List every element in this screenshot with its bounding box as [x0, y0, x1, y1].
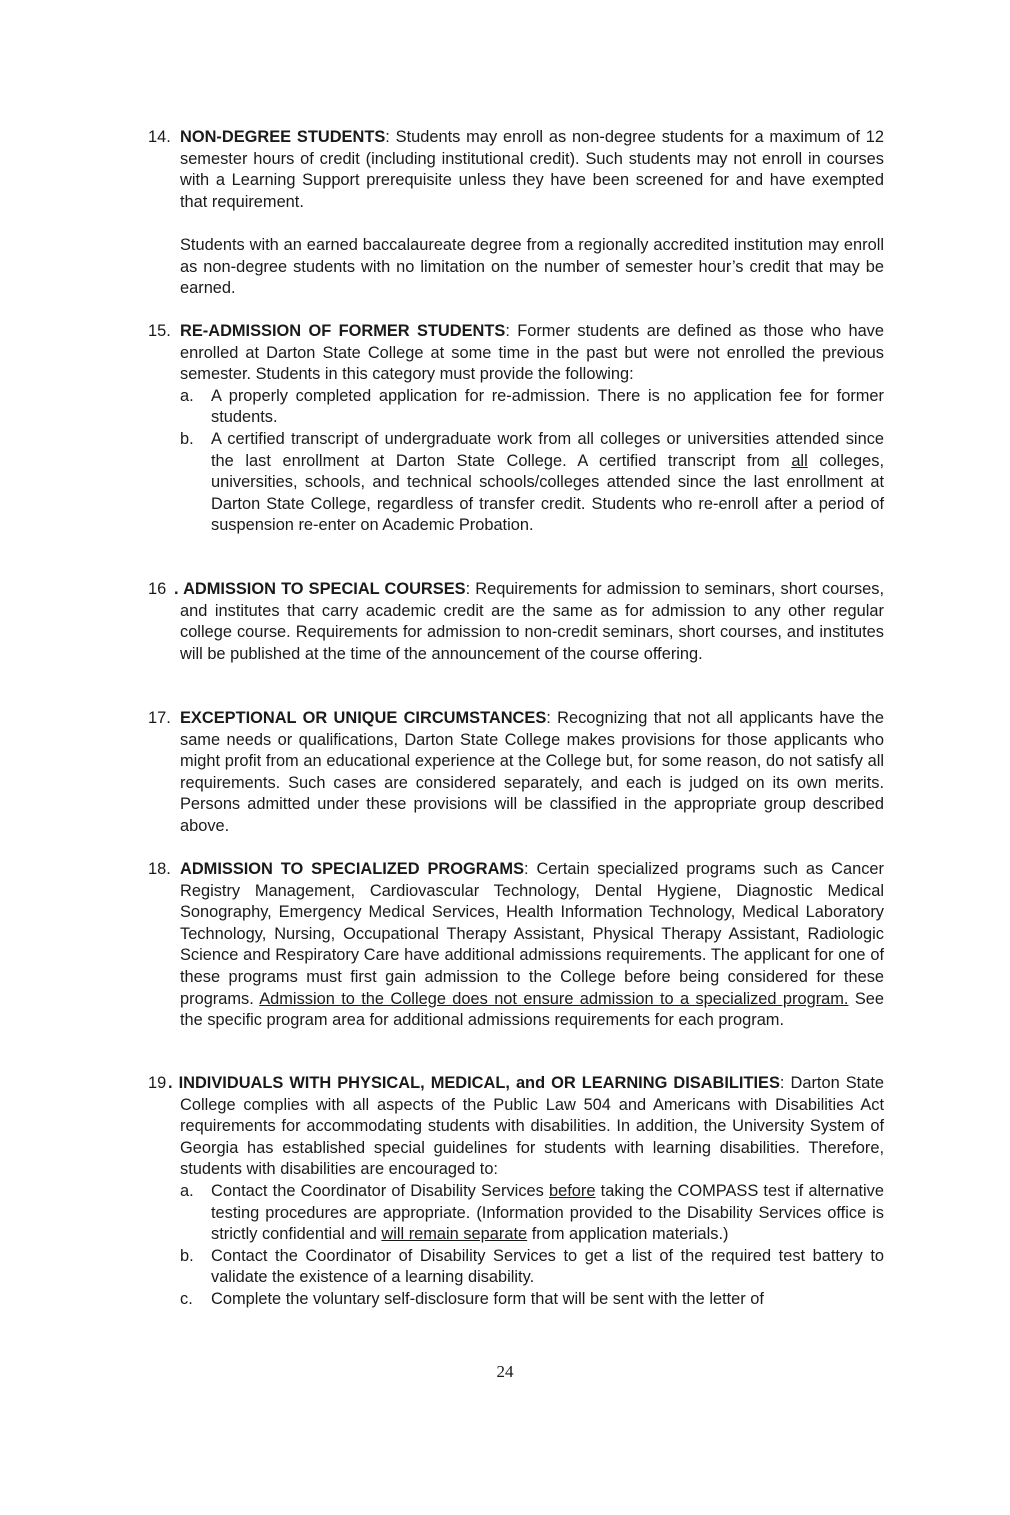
- section-number: 14.: [148, 128, 171, 146]
- section-number: 18.: [148, 860, 171, 878]
- section-body: [168, 1073, 884, 1311]
- section-number: 19: [148, 1074, 167, 1092]
- section-14: [148, 127, 884, 300]
- page-number: 24: [496, 1362, 514, 1381]
- section-title: ADMISSION TO SPECIALIZED PROGRAMS: [180, 860, 524, 878]
- section-number: 15.: [148, 322, 171, 340]
- list-item: a. A properly completed application for re-admission. There is no application fee for former students.: [180, 386, 884, 427]
- section-19: [148, 1073, 884, 1311]
- section-17: [148, 708, 884, 838]
- paragraph: RE-ADMISSION OF FORMER STUDENTS: Former students are defined as those who have enrolled at Darton State College at some time in the past but were not enrolled the previous semester. Students in this category must provide the following:: [180, 322, 884, 384]
- section-body: [180, 859, 884, 1032]
- section-title: EXCEPTIONAL OR UNIQUE CIRCUMSTANCES: [180, 709, 547, 727]
- section-body: [180, 127, 884, 300]
- section-body: [174, 579, 885, 665]
- list-item: a. Contact the Coordinator of Disability Services before taking the COMPASS test if alternative testing procedures are appropriate. (Information provided to the Disability Services office is strictly confidential and will remain separate from application materials.): [180, 1181, 884, 1244]
- list-item: c. Complete the voluntary self-disclosure form that will be sent with the letter of: [180, 1289, 764, 1308]
- paragraph: ADMISSION TO SPECIALIZED PROGRAMS: Certain specialized programs such as Cancer Registry Management, Cardiovascular Technology, Dental Hygiene, Diagnostic Medical Sonography, Emergency Medical Services, Health Information Technology, Medical Laboratory Technology, Nursing, Occupational Therapy Assistant, Physical Therapy Assistant, Radiologic Science and Respiratory Care have additional admissions requirements. The applicant for one of these programs must first gain admission to the College before being considered for these programs. Admission to the College does not ensure admission to a specialized program. See the specific program area for additional admissions requirements for each program.: [180, 860, 885, 1030]
- section-body: [180, 708, 884, 838]
- section-title: NON-DEGREE STUDENTS: [180, 128, 386, 146]
- paragraph: . ADMISSION TO SPECIAL COURSES: Requirements for admission to seminars, short courses, and institutes that carry academic credit are the same as for admission to any other regular college course. Requirements for admission to non-credit seminars, short courses, and institutes will be published at the time of the announcement of the course offering.: [174, 580, 885, 663]
- paragraph: Students with an earned baccalaureate degree from a regionally accredited institution may enroll as non-degree students with no limitation on the number of semester hour’s credit that may be earned.: [180, 235, 884, 298]
- section-body: [180, 321, 884, 537]
- list-item: b. Contact the Coordinator of Disability Services to get a list of the required test battery to validate the existence of a learning disability.: [180, 1246, 884, 1287]
- section-18: [148, 859, 884, 1032]
- section-number: 16: [148, 580, 167, 598]
- section-15: [148, 321, 884, 537]
- list-item: b. A certified transcript of undergraduate work from all colleges or universities attended since the last enrollment at Darton State College. A certified transcript from all colleges, universities, schools, and technical schools/colleges attended since the last enrollment at Darton State College, regardless of transfer credit. Students who re-enroll after a period of suspension re-enter on Academic Probation.: [180, 429, 885, 535]
- paragraph: NON-DEGREE STUDENTS: Students may enroll as non-degree students for a maximum of 12 semester hours of credit (including institutional credit). Such students may not enroll in courses with a Learning Support prerequisite unless they have been screened for and have exempted that requirement.: [180, 128, 884, 211]
- paragraph: EXCEPTIONAL OR UNIQUE CIRCUMSTANCES: Recognizing that not all applicants have the same needs or qualifications, Darton State College makes provisions for those applicants who might profit from an educational experience at the College but, for some reason, do not satisfy all requirements. Such cases are considered separately, and each is judged on its own merits. Persons admitted under these provisions will be classified in the appropriate group described above.: [180, 709, 885, 835]
- section-title: RE-ADMISSION OF FORMER STUDENTS: [180, 322, 506, 340]
- section-number: 17.: [148, 709, 171, 727]
- section-title: . INDIVIDUALS WITH PHYSICAL, MEDICAL, and OR LEARNING DISABILITIES: [168, 1074, 780, 1092]
- section-title: . ADMISSION TO SPECIAL COURSES: [174, 580, 466, 598]
- section-16: [148, 579, 884, 665]
- paragraph: . INDIVIDUALS WITH PHYSICAL, MEDICAL, and OR LEARNING DISABILITIES: Darton State College complies with all aspects of the Public Law 504 and Americans with Disabilities Act requirements for accommodating students with disabilities. In addition, the University System of Georgia has established special guidelines for students with learning disabilities. Therefore, students with disabilities are encouraged to:: [168, 1074, 884, 1179]
